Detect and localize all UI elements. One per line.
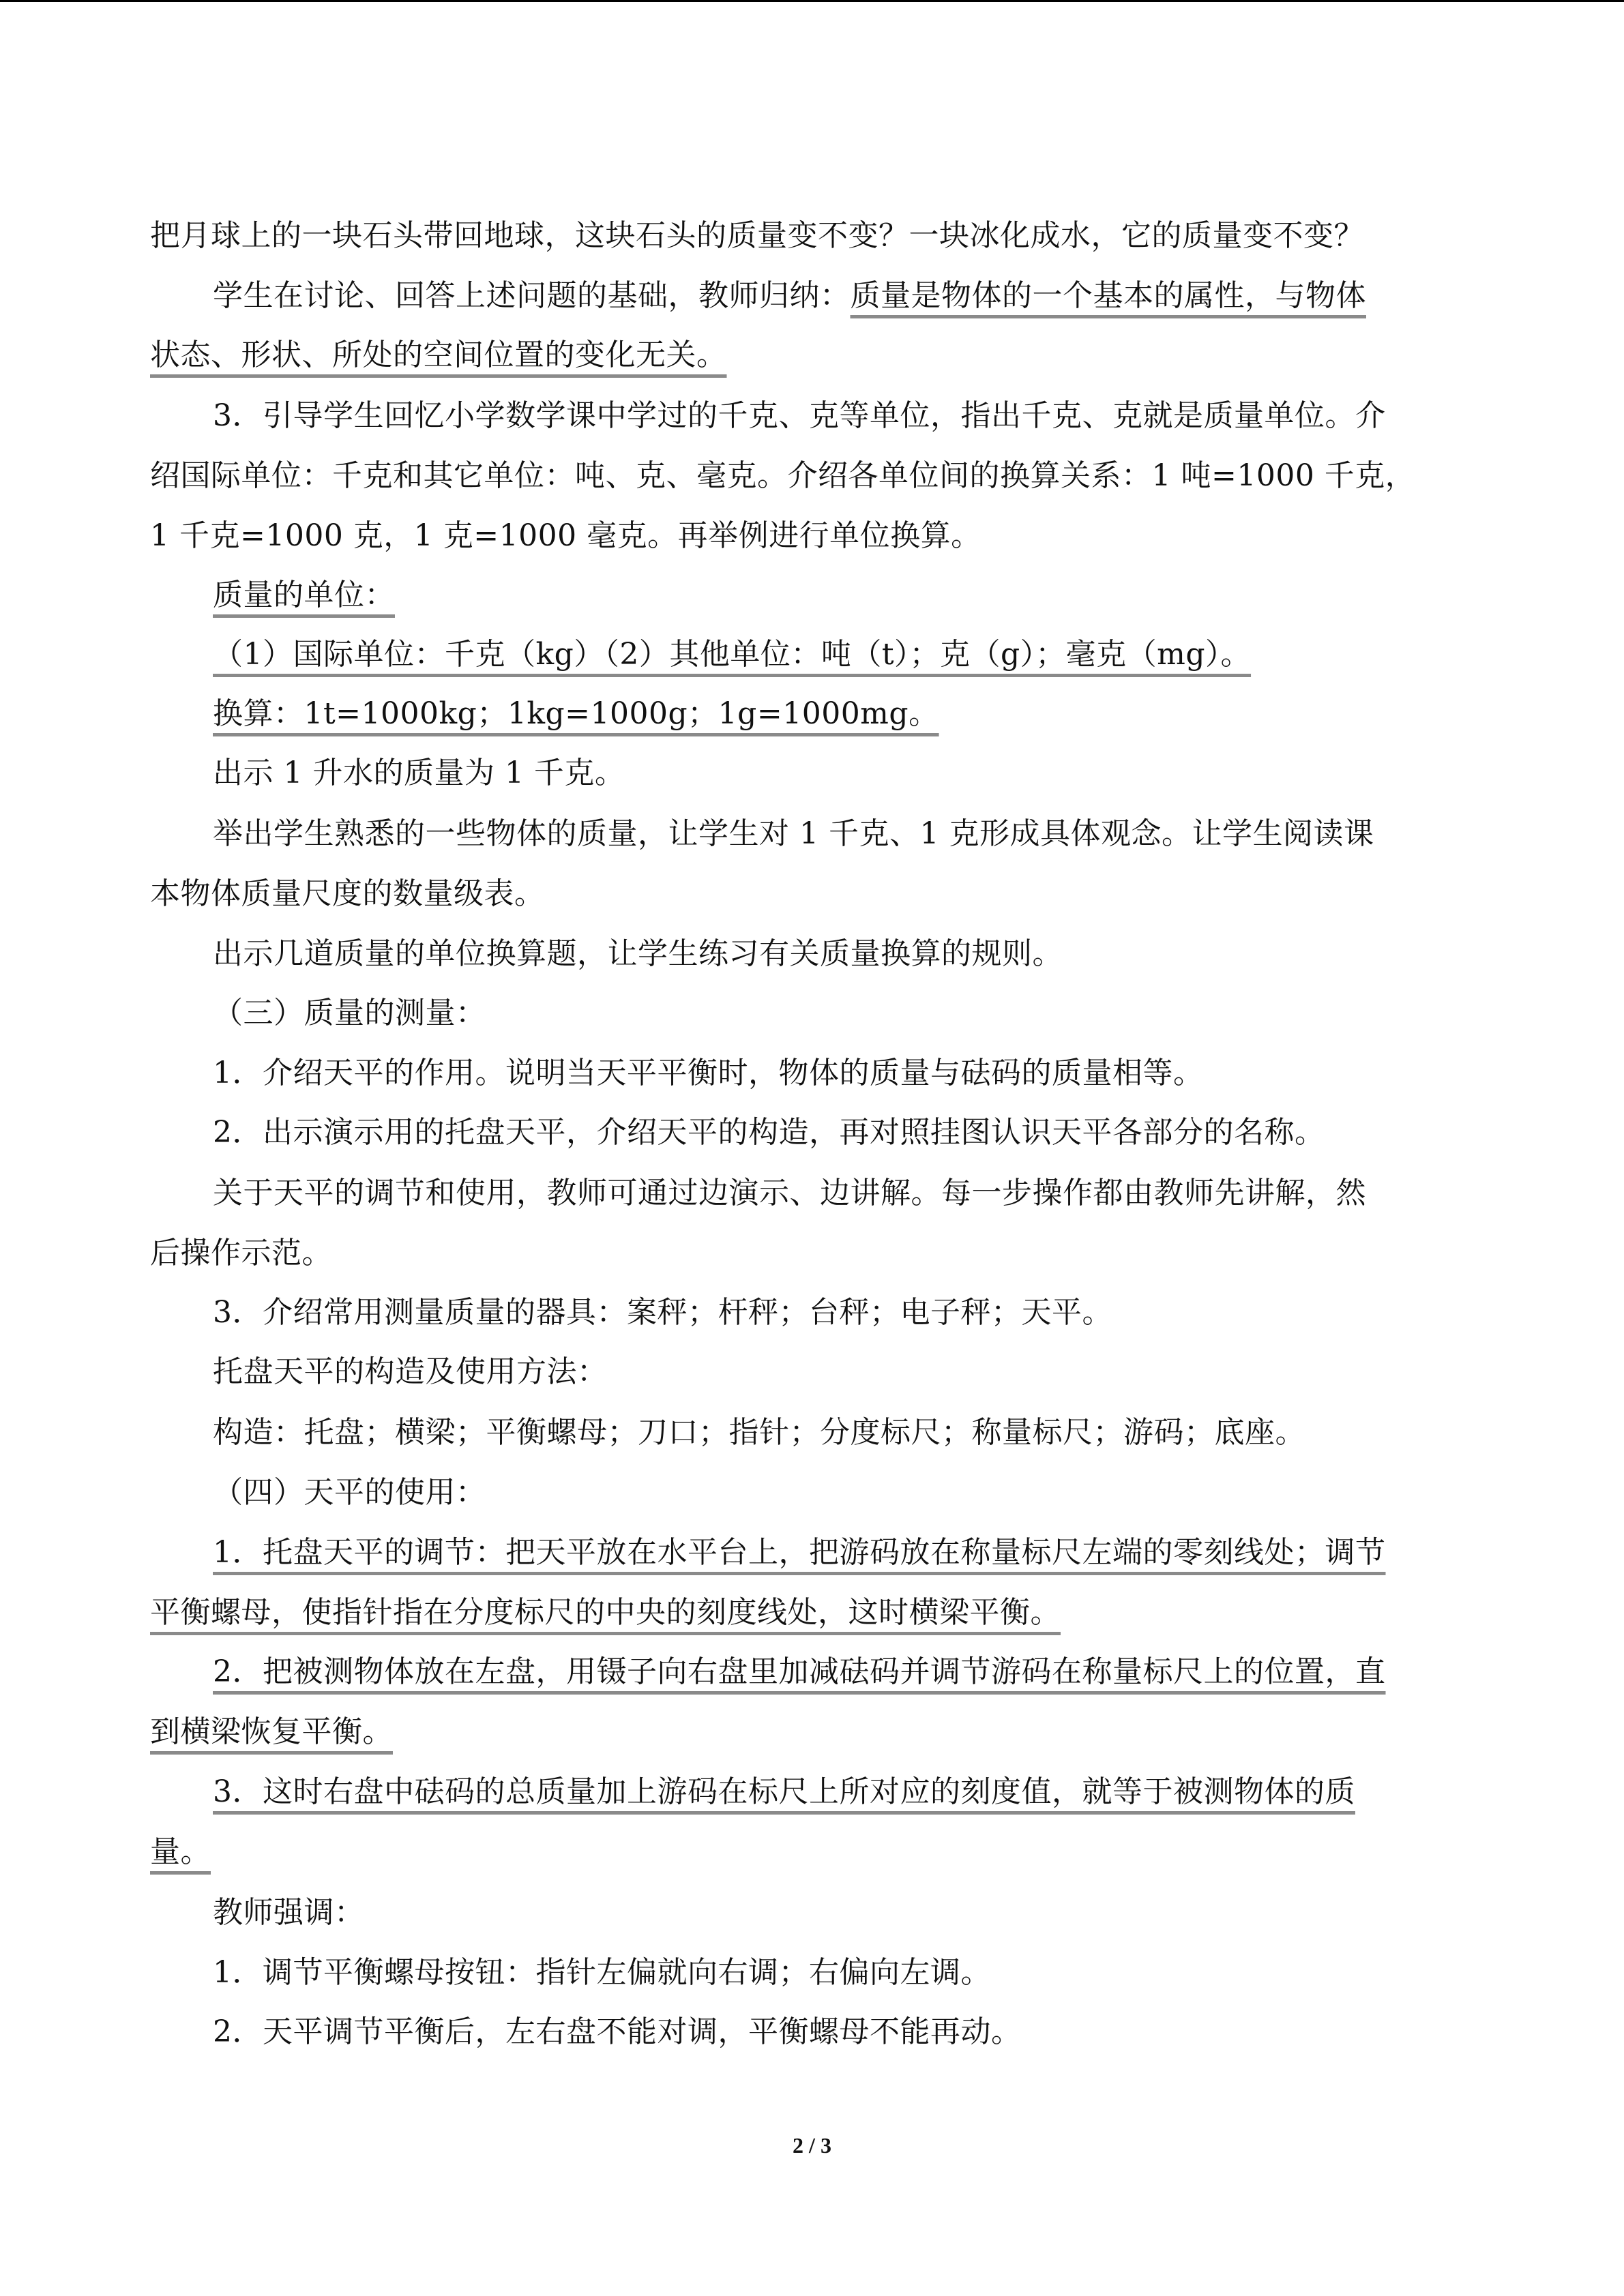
paragraph-line <box>213 575 395 616</box>
paragraph-line: 本物体质量尺度的数量级表。 <box>150 876 545 911</box>
underlined-text: 到横梁恢复平衡。 <box>150 1714 393 1749</box>
paragraph-line: 3．介绍常用测量质量的器具：案秤；杆秤；台秤；电子秤；天平。 <box>213 1295 1112 1330</box>
top-border-line <box>0 0 1624 2</box>
paragraph-line: 后操作示范。 <box>150 1236 332 1270</box>
underlined-text: 量。 <box>150 1834 211 1869</box>
paragraph-line <box>213 634 1251 675</box>
paragraph-line <box>150 1832 211 1873</box>
underlined-text: 3．这时右盘中砝码的总质量加上游码在标尺上所对应的刻度值，就等于被测物体的质 <box>213 1774 1355 1809</box>
underlined-text: 质量的单位： <box>213 578 395 612</box>
paragraph-line <box>213 1532 1386 1573</box>
paragraph-line <box>150 1712 393 1753</box>
paragraph-line <box>213 694 939 734</box>
paragraph-line: 1．调节平衡螺母按钮：指针左偏就向右调；右偏向左调。 <box>213 1955 991 1990</box>
paragraph-line: 绍国际单位：千克和其它单位：吨、克、毫克。介绍各单位间的换算关系：1 吨=1000 千克， <box>150 458 1416 493</box>
underlined-text: 状态、形状、所处的空间位置的变化无关。 <box>150 338 727 372</box>
paragraph-line: 关于天平的调节和使用，教师可通过边演示、边讲解。每一步操作都由教师先讲解，然 <box>213 1176 1366 1210</box>
underlined-text: （1）国际单位：千克（kg）（2）其他单位：吨（t）；克（g）；毫克（mg）。 <box>213 637 1252 672</box>
paragraph-line <box>213 275 1366 316</box>
section-heading: （四）天平的使用： <box>213 1475 486 1510</box>
text-run: 学生在讨论、回答上述问题的基础，教师归纳： <box>213 278 851 313</box>
paragraph-line <box>213 1772 1355 1813</box>
underlined-text: 2．把被测物体放在左盘，用镊子向右盘里加减砝码并调节游码在称量标尺上的位置，直 <box>213 1654 1386 1689</box>
paragraph-line: 把月球上的一块石头带回地球，这块石头的质量变不变？一块冰化成水，它的质量变不变？ <box>150 218 1364 253</box>
paragraph-line: 举出学生熟悉的一些物体的质量，让学生对 1 千克、1 克形成具体观念。让学生阅读课 <box>213 816 1374 851</box>
paragraph-line <box>213 1652 1386 1693</box>
paragraph-line: 教师强调： <box>213 1895 365 1930</box>
paragraph-line: 托盘天平的构造及使用方法： <box>213 1354 608 1389</box>
paragraph-line: 2．天平调节平衡后，左右盘不能对调，平衡螺母不能再动。 <box>213 2014 1022 2049</box>
paragraph-line: 2．出示演示用的托盘天平，介绍天平的构造，再对照挂图认识天平各部分的名称。 <box>213 1115 1325 1150</box>
paragraph-line: 1．介绍天平的作用。说明当天平平衡时，物体的质量与砝码的质量相等。 <box>213 1056 1204 1090</box>
underlined-text: 1．托盘天平的调节：把天平放在水平台上，把游码放在称量标尺左端的零刻线处；调节 <box>213 1535 1386 1570</box>
section-heading: （三）质量的测量： <box>213 996 486 1030</box>
paragraph-line <box>150 1592 1061 1633</box>
page-number: 2 / 3 <box>793 2133 831 2158</box>
paragraph-line <box>150 335 727 376</box>
underlined-text: 平衡螺母，使指针指在分度标尺的中央的刻度线处，这时横梁平衡。 <box>150 1595 1061 1630</box>
paragraph-line: 3．引导学生回忆小学数学课中学过的千克、克等单位，指出千克、克就是质量单位。介 <box>213 398 1386 433</box>
underlined-text: 换算：1t=1000kg；1kg=1000g；1g=1000mg。 <box>213 696 939 731</box>
paragraph-line: 出示 1 升水的质量为 1 千克。 <box>213 756 625 790</box>
underlined-text: 质量是物体的一个基本的属性，与物体 <box>850 278 1366 313</box>
paragraph-line: 1 千克=1000 克，1 克=1000 毫克。再举例进行单位换算。 <box>150 518 981 553</box>
paragraph-line: 出示几道质量的单位换算题，让学生练习有关质量换算的规则。 <box>213 936 1063 971</box>
paragraph-line: 构造：托盘；横梁；平衡螺母；刀口；指针；分度标尺；称量标尺；游码；底座。 <box>213 1415 1305 1450</box>
